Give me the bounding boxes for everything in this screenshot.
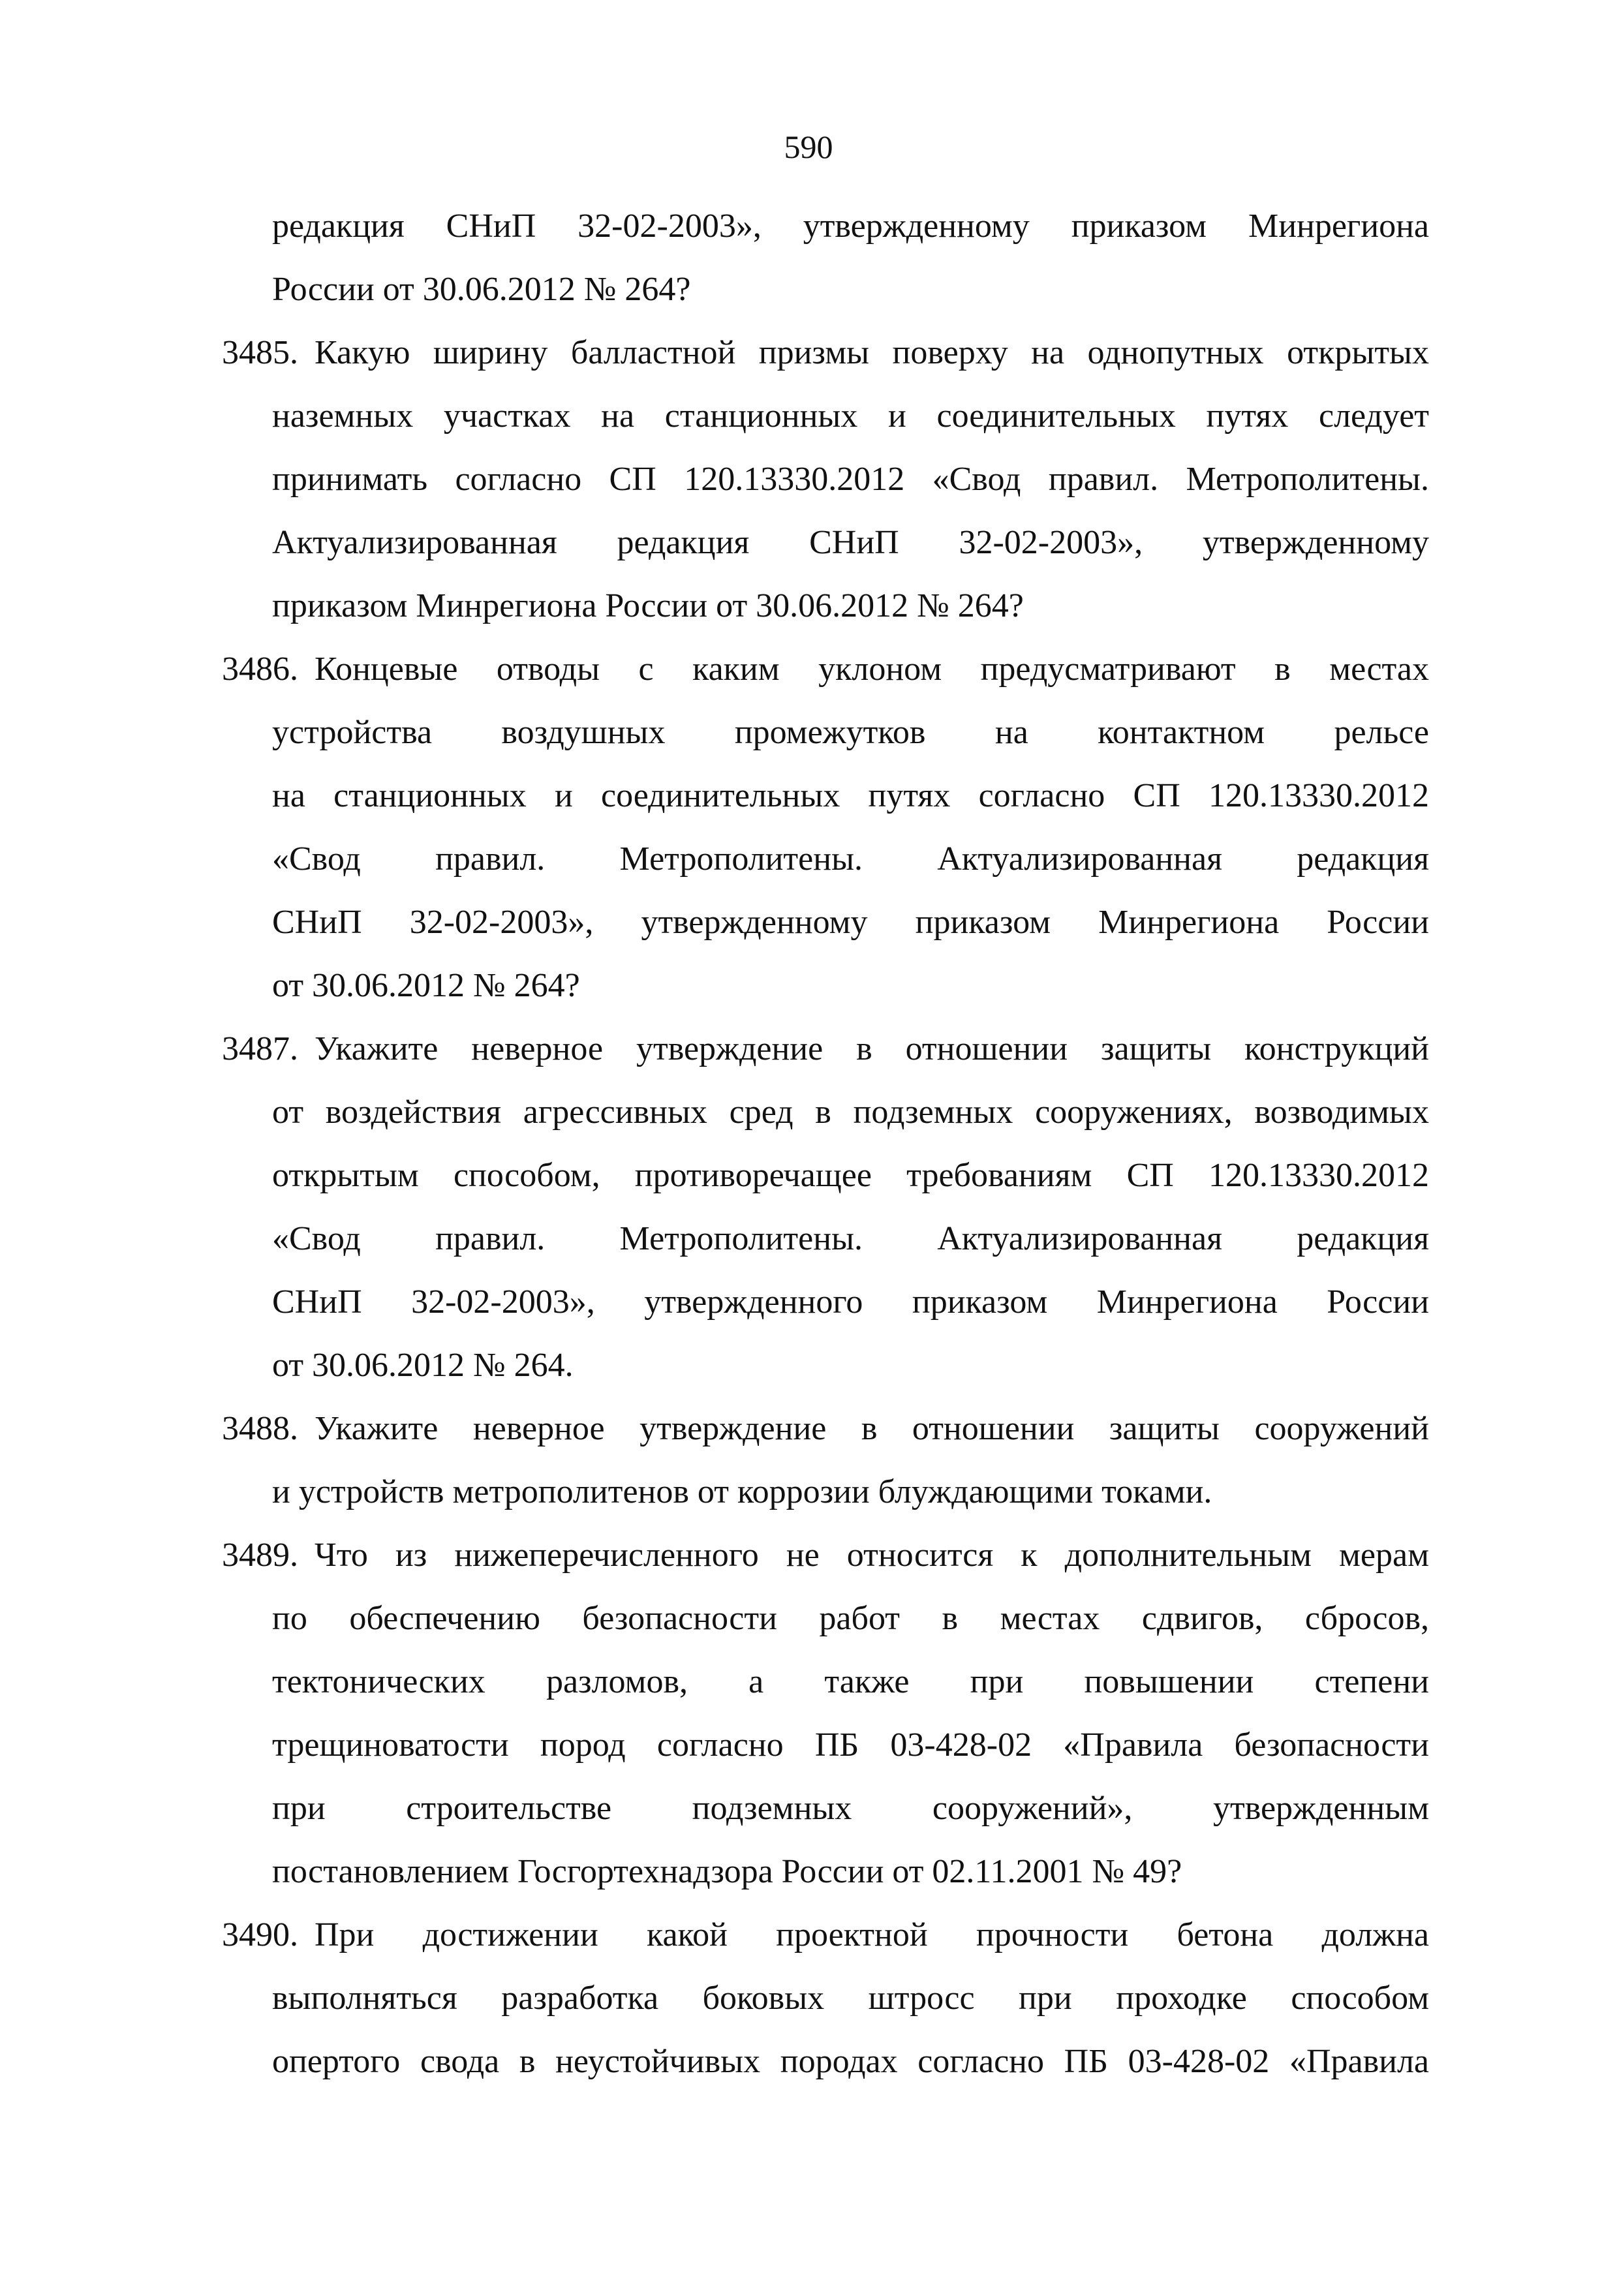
question-3485-line bbox=[222, 321, 1429, 384]
question-3488-line-last: и устройств метрополитенов от коррозии блуждающими токами. bbox=[272, 1473, 1212, 1510]
question-number: 3489. bbox=[222, 1537, 298, 1574]
question-3489-line: при строительстве подземных сооружений», утвержденным bbox=[272, 1790, 1429, 1827]
question-3486-line: «Свод правил. Метрополитены. Актуализированная редакция bbox=[272, 840, 1429, 878]
question-text: Концевые отводы с каким уклоном предусматривают в местах bbox=[315, 651, 1429, 688]
document-body bbox=[222, 194, 1429, 2093]
question-3487-line: открытым способом, противоречащее требованиям СП 120.13330.2012 bbox=[272, 1157, 1429, 1194]
question-3486-line: на станционных и соединительных путях согласно СП 120.13330.2012 bbox=[272, 777, 1429, 814]
question-3489-line-last: постановлением Госгортехнадзора России от 02.11.2001 № 49? bbox=[272, 1853, 1182, 1890]
question-3489-line: тектонических разломов, а также при повышении степени bbox=[272, 1663, 1429, 1700]
question-number: 3485. bbox=[222, 334, 298, 371]
question-text: Укажите неверное утверждение в отношении защиты сооружений bbox=[315, 1410, 1429, 1447]
question-3485-line: наземных участках на станционных и соединительных путях следует bbox=[272, 397, 1429, 435]
question-3486-line: СНиП 32-02-2003», утвержденному приказом Минрегиона России bbox=[272, 904, 1429, 941]
question-3490-line: выполняться разработка боковых штросс при проходке способом bbox=[272, 1980, 1429, 2017]
question-number: 3487. bbox=[222, 1030, 298, 1067]
question-3488-line bbox=[222, 1397, 1429, 1460]
question-3489-line: по обеспечению безопасности работ в местах сдвигов, сбросов, bbox=[272, 1600, 1429, 1637]
question-3486-line: устройства воздушных промежутков на контактном рельсе bbox=[272, 714, 1429, 751]
question-3486-line bbox=[222, 637, 1429, 701]
question-text: Укажите неверное утверждение в отношении защиты конструкций bbox=[315, 1030, 1429, 1067]
page-number: 590 bbox=[784, 129, 833, 165]
question-3485-line-last: приказом Минрегиона России от 30.06.2012 № 264? bbox=[272, 587, 1024, 624]
question-3487-line: СНиП 32-02-2003», утвержденного приказом Минрегиона России bbox=[272, 1283, 1429, 1321]
continuation-line: редакция СНиП 32-02-2003», утвержденному приказом Минрегиона bbox=[272, 207, 1429, 245]
question-number: 3490. bbox=[222, 1916, 298, 1953]
question-text: Что из нижеперечисленного не относится к дополнительным мерам bbox=[315, 1537, 1429, 1574]
question-text: Какую ширину балластной призмы поверху на однопутных открытых bbox=[315, 334, 1429, 371]
question-3489-line bbox=[222, 1523, 1429, 1587]
question-number: 3486. bbox=[222, 651, 298, 688]
question-3487-line: от воздействия агрессивных сред в подземных сооружениях, возводимых bbox=[272, 1094, 1429, 1131]
question-3490-line bbox=[222, 1903, 1429, 1967]
question-3486-line-last: от 30.06.2012 № 264? bbox=[272, 967, 580, 1004]
question-3487-line bbox=[222, 1017, 1429, 1080]
question-3487-line-last: от 30.06.2012 № 264. bbox=[272, 1347, 574, 1384]
question-number: 3488. bbox=[222, 1410, 298, 1447]
question-3490-line: опертого свода в неустойчивых породах согласно ПБ 03-428-02 «Правила bbox=[272, 2043, 1429, 2080]
continuation-line-last: России от 30.06.2012 № 264? bbox=[272, 271, 691, 308]
question-3487-line: «Свод правил. Метрополитены. Актуализированная редакция bbox=[272, 1220, 1429, 1257]
question-3485-line: Актуализированная редакция СНиП 32-02-2003», утвержденному bbox=[272, 524, 1429, 561]
question-3489-line: трещиноватости пород согласно ПБ 03-428-02 «Правила безопасности bbox=[272, 1726, 1429, 1764]
question-text: При достижении какой проектной прочности бетона должна bbox=[315, 1916, 1429, 1953]
question-3485-line: принимать согласно СП 120.13330.2012 «Свод правил. Метрополитены. bbox=[272, 461, 1429, 498]
